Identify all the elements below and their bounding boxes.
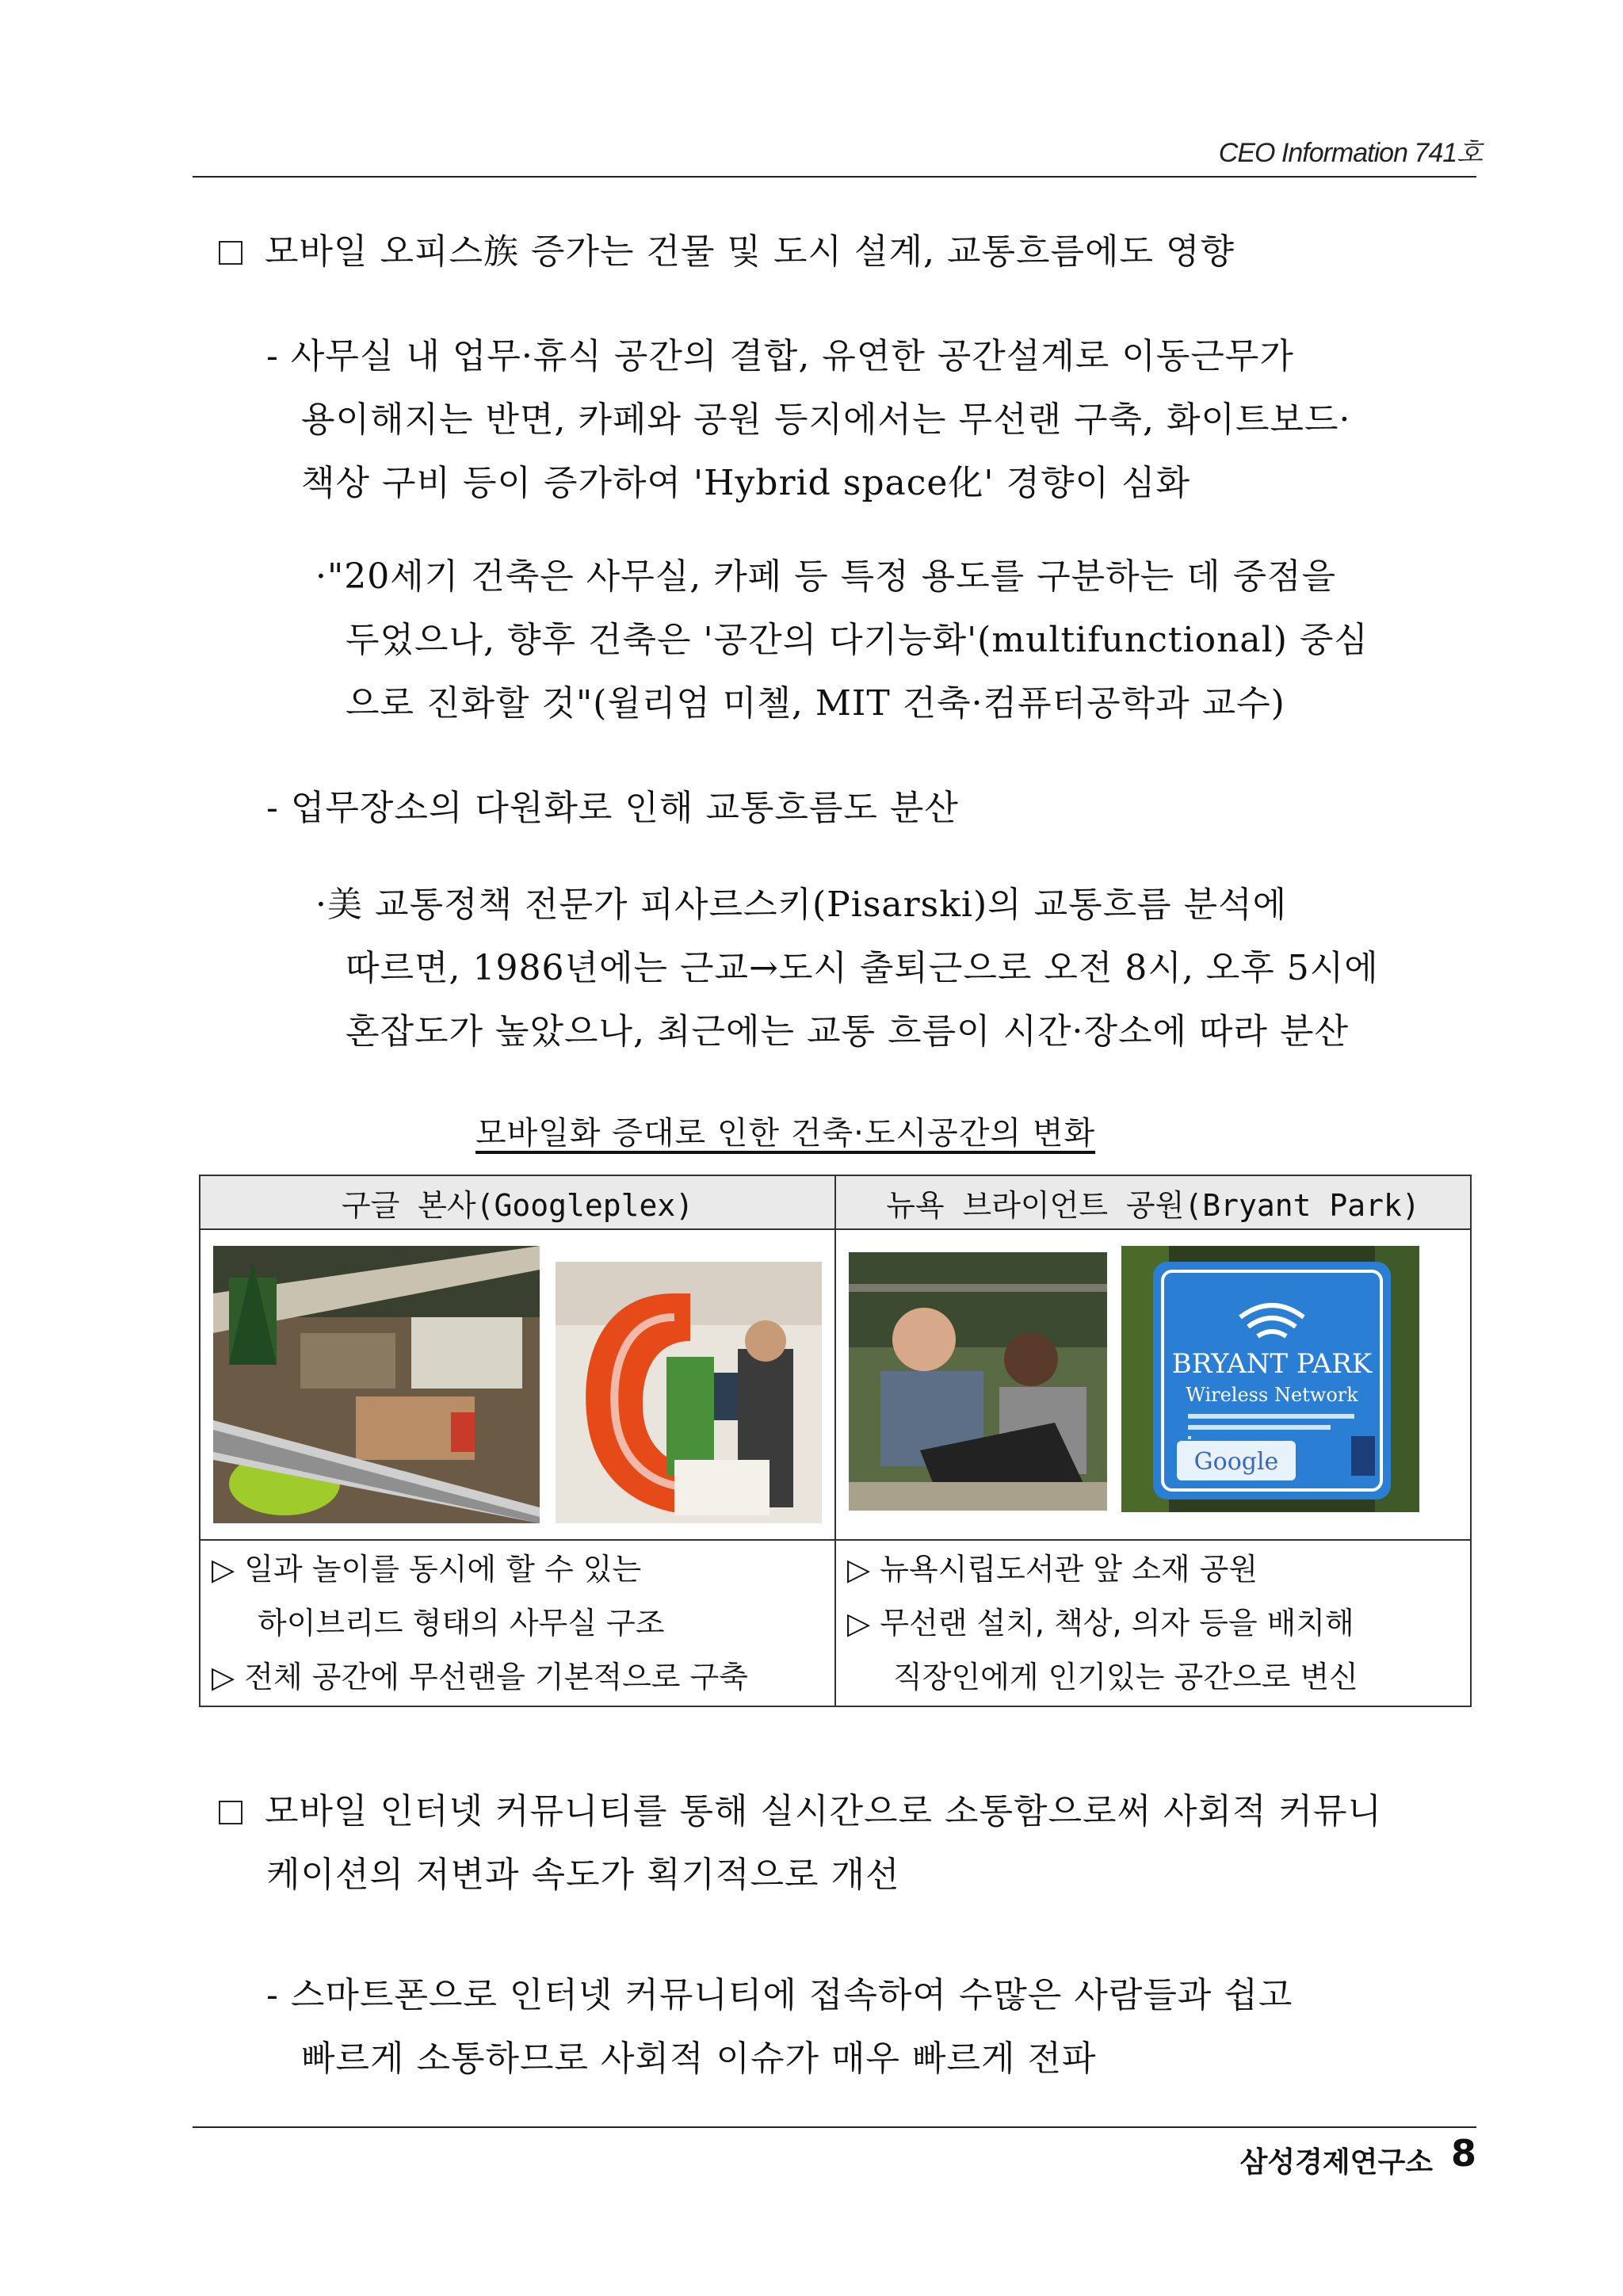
sign-title: BRYANT PARK	[1171, 1348, 1373, 1380]
col2-notes: ▷ 뉴욕시립도서관 앞 소재 공원 ▷ 무선랜 설치, 책상, 의자 등을 배치해 직장인에게 인기있는 공간으로 변신	[835, 1540, 1471, 1706]
googleplex-photos	[200, 1229, 835, 1540]
footer-rule	[193, 2126, 1476, 2128]
sign-subtitle: Wireless Network	[1186, 1384, 1358, 1406]
comparison-table	[199, 1175, 1472, 1707]
footer-organization: 삼성경제연구소	[1239, 2146, 1433, 2179]
section1-dash1: - 사무실 내 업무·휴식 공간의 결합, 유연한 공간설계로 이동근무가 용이해지는 반면, 카페와 공원 등지에서는 무선랜 구축, 화이트보드· 책상 구비 등이 증가하여 'Hybrid space化' 경향이 심화	[266, 336, 1351, 503]
checkbox-square-icon	[219, 1801, 242, 1824]
section1-quote: ·"20세기 건축은 사무실, 카페 등 특정 용도를 구분하는 데 중점을 두었으나, 향후 건축은 '공간의 다기능화'(multifunctional) 중심 으로 진화할 것"(윌리엄 미첼, MIT 건축·컴퓨터공학과 교수)	[315, 556, 1369, 724]
section1-bullet2: ·美 교통정책 전문가 피사르스키(Pisarski)의 교통흐름 분석에 따르면, 1986년에는 근교→도시 출퇴근으로 오전 8시, 오후 5시에 혼잡도가 높았으나, 최근에는 교통 흐름이 시간·장소에 따라 분산	[315, 884, 1379, 1052]
bryant-park-photos	[835, 1229, 1471, 1540]
googleplex-office-photo	[213, 1246, 540, 1523]
page-number: 8	[1450, 2132, 1476, 2175]
bryant-park-wifi-sign-photo	[1121, 1246, 1419, 1512]
sign-brand: Google	[1193, 1448, 1279, 1476]
bryant-park-laptop-photo	[849, 1252, 1107, 1511]
checkbox-square-icon	[219, 241, 242, 265]
section2-dash1: - 스마트폰으로 인터넷 커뮤니티에 접속하여 수많은 사람들과 쉽고 빠르게 소통하므로 사회적 이슈가 매우 빠르게 전파	[266, 1975, 1293, 2079]
col1-notes: ▷ 일과 놀이를 동시에 할 수 있는 하이브리드 형태의 사무실 구조 ▷ 전체 공간에 무선랜을 기본적으로 구축	[200, 1540, 835, 1706]
col1-header: 구글 본사(Googleplex)	[200, 1175, 835, 1229]
col2-header: 뉴욕 브라이언트 공원(Bryant Park)	[835, 1175, 1471, 1229]
googleplex-logo-sculpture-photo	[556, 1262, 822, 1523]
header-rule	[193, 176, 1476, 178]
section2-heading: 모바일 인터넷 커뮤니티를 통해 실시간으로 소통함으로써 사회적 커뮤니 케이션의 저변과 속도가 획기적으로 개선	[219, 1780, 1382, 1907]
section1-heading: 모바일 오피스族 증가는 건물 및 도시 설계, 교통흐름에도 영향	[219, 220, 1235, 284]
section1-dash2: - 업무장소의 다원화로 인해 교통흐름도 분산	[266, 788, 959, 828]
table-title: 모바일화 증대로 인한 건축·도시공간의 변화	[475, 1115, 1096, 1152]
publication-header: CEO Information 741호	[1218, 138, 1482, 168]
